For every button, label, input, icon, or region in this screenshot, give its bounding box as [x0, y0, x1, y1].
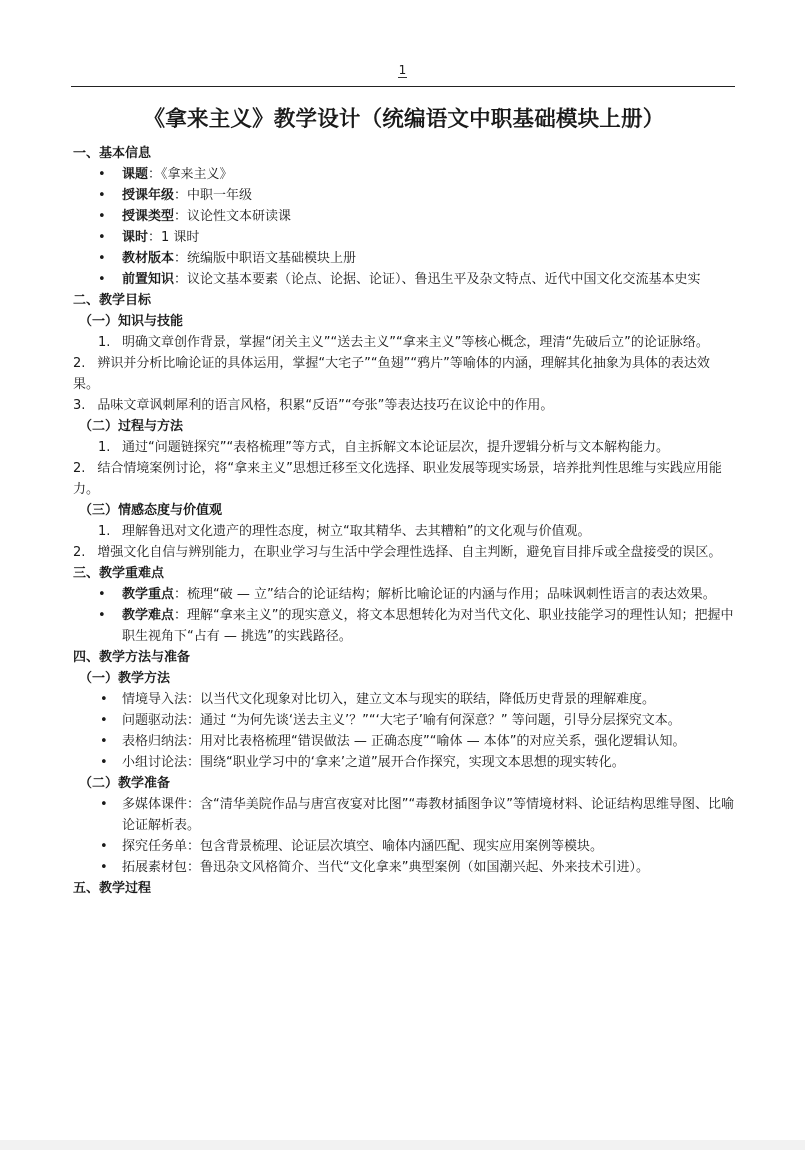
- list-item: 2. 增强文化自信与辨别能力，在职业学习与生活中学会理性选择、自主判断，避免盲目排斥或全盘接受的误区。: [73, 545, 722, 560]
- list-item: • 课时：1 课时: [122, 227, 735, 248]
- section-heading-methods: 四、教学方法与准备: [73, 650, 191, 665]
- document-title: 《拿来主义》教学设计（统编语文中职基础模块上册）: [143, 107, 665, 132]
- section-heading-process: 五、教学过程: [73, 881, 152, 896]
- list-item: 2. 辨识并分析比喻论证的具体运用，掌握“大宅子”“鱼翅”“鸦片”等喻体的内涵，理解其化抽象为具体的表达效果。: [73, 356, 710, 392]
- teaching-methods-list: [73, 689, 735, 773]
- list-item: 3. 品味文章讽刺犀利的语言风格，积累“反语”“夸张”等表达技巧在议论中的作用。: [73, 398, 554, 413]
- list-item: • 小组讨论法：围绕“职业学习中的‘拿来’之道”展开合作探究，实现文本思想的现实转化。: [122, 752, 735, 773]
- list-item: • 拓展素材包：鲁迅杂文风格简介、当代“文化拿来”典型案例（如国潮兴起、外来技术引进）。: [122, 857, 735, 878]
- section-heading-basic-info: 一、基本信息: [73, 146, 152, 161]
- subsection-heading-knowledge: （一）知识与技能: [79, 314, 184, 329]
- preparation-list: [73, 794, 735, 878]
- list-item: • 表格归纳法：用对比表格梳理“错误做法 — 正确态度”“喻体 — 本体”的对应关系，强化逻辑认知。: [122, 731, 735, 752]
- subsection-heading-teaching-methods: （一）教学方法: [79, 671, 171, 686]
- subsection-heading-process: （二）过程与方法: [79, 419, 184, 434]
- list-item: • 授课年级：中职一年级: [122, 185, 735, 206]
- list-item: • 教材版本：统编版中职语文基础模块上册: [122, 248, 735, 269]
- document-body: [73, 103, 735, 899]
- list-item: • 前置知识：议论文基本要素（论点、论据、论证）、鲁迅生平及杂文特点、近代中国文化交流基本史实: [122, 269, 735, 290]
- subsection-heading-preparation: （二）教学准备: [79, 776, 171, 791]
- list-item: 1. 通过“问题链探究”“表格梳理”等方式，自主拆解文本论证层次，提升逻辑分析与文本解构能力。: [98, 440, 669, 455]
- list-item: 1. 理解鲁迅对文化遗产的理性态度，树立“取其精华、去其糟粕”的文化观与价值观。: [98, 524, 591, 539]
- key-points-list: [73, 584, 735, 647]
- list-item: 1. 明确文章创作背景，掌握“闭关主义”“送去主义”“拿来主义”等核心概念，理清“先破后立”的论证脉络。: [98, 335, 709, 350]
- list-item: • 探究任务单：包含背景梳理、论证层次填空、喻体内涵匹配、现实应用案例等模块。: [122, 836, 735, 857]
- page-number: 1: [398, 63, 407, 77]
- header-rule: [71, 86, 735, 87]
- list-item: • 情境导入法：以当代文化现象对比切入，建立文本与现实的联结，降低历史背景的理解难度。: [122, 689, 735, 710]
- list-item: • 多媒体课件：含“清华美院作品与唐宫夜宴对比图”“毒教材插图争议”等情境材料、论证结构思维导图、比喻论证解析表。: [122, 794, 735, 836]
- list-item: • 课题：《拿来主义》: [122, 164, 735, 185]
- list-item: • 教学难点：理解“拿来主义”的现实意义，将文本思想转化为对当代文化、职业技能学习的理性认知；把握中职生视角下“占有 — 挑选”的实践路径。: [122, 605, 735, 647]
- list-item: • 教学重点：梳理“破 — 立”结合的论证结构；解析比喻论证的内涵与作用；品味讽刺性语言的表达效果。: [122, 584, 735, 605]
- subsection-heading-values: （三）情感态度与价值观: [79, 503, 223, 518]
- basic-info-list: [73, 164, 735, 290]
- list-item: • 问题驱动法：通过 “为何先谈‘送去主义’？”“‘大宅子’喻有何深意？” 等问题，引导分层探究文本。: [122, 710, 735, 731]
- list-item: 2. 结合情境案例讨论，将“拿来主义”思想迁移至文化选择、职业发展等现实场景，培养批判性思维与实践应用能力。: [73, 461, 722, 497]
- section-heading-objectives: 二、教学目标: [73, 293, 152, 308]
- section-heading-key-points: 三、教学重难点: [73, 566, 165, 581]
- list-item: • 授课类型：议论性文本研读课: [122, 206, 735, 227]
